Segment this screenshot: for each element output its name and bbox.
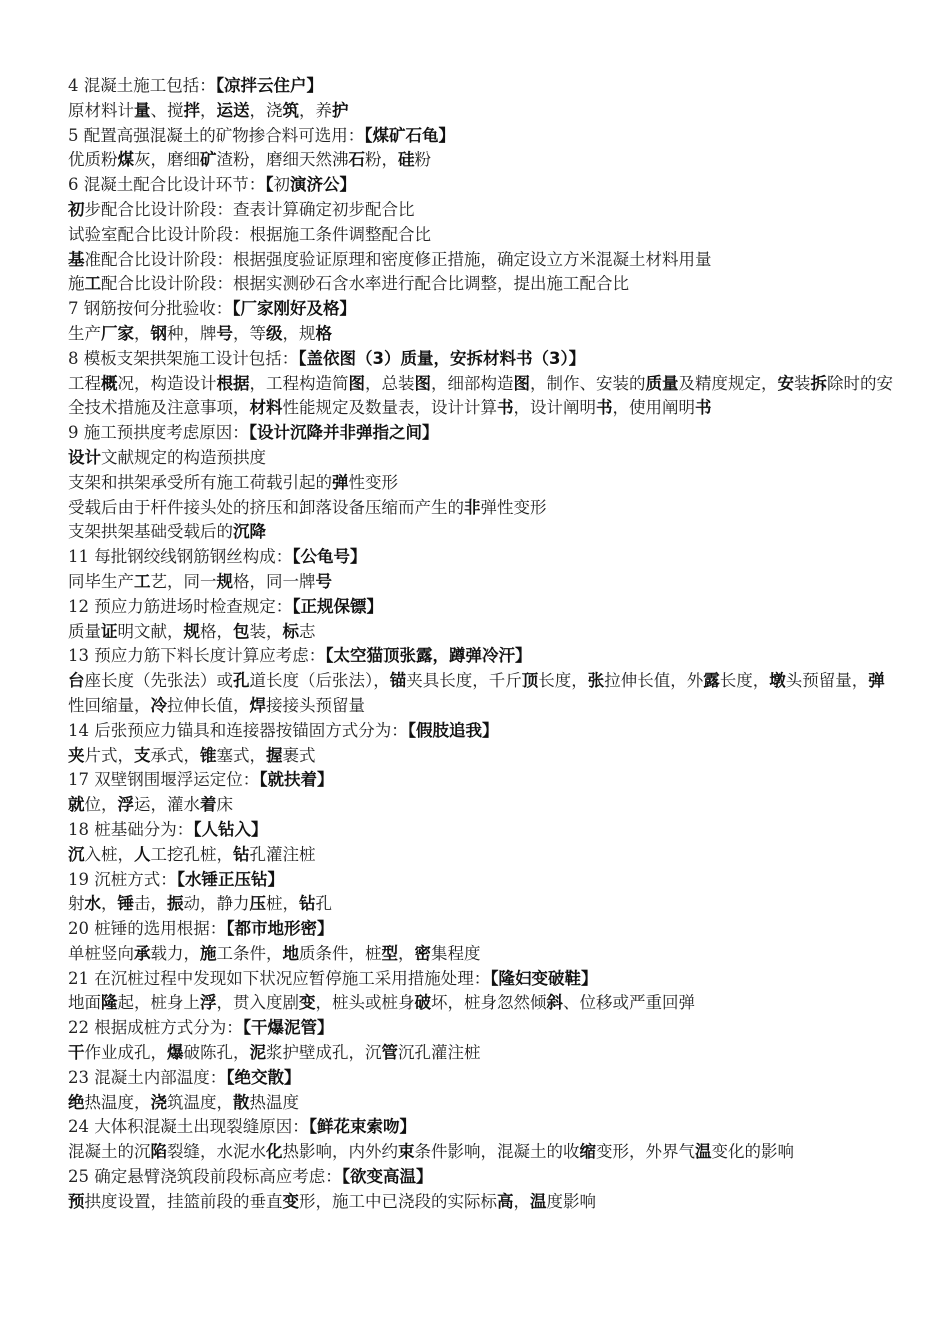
plain-text: 载力， bbox=[150, 943, 200, 963]
text-line bbox=[68, 322, 894, 347]
plain-text: 25 确定悬臂浇筑段前段标高应考虑： bbox=[68, 1167, 342, 1187]
bold-text: 高 bbox=[497, 1191, 514, 1211]
bold-text: 工 bbox=[84, 274, 101, 294]
plain-text: 质量 bbox=[68, 621, 101, 641]
text-line bbox=[68, 719, 894, 744]
text-line bbox=[68, 595, 894, 620]
plain-text: 长度， bbox=[538, 671, 588, 691]
bold-text: 根据 bbox=[216, 373, 250, 393]
bold-text: 变 bbox=[282, 1191, 299, 1211]
bold-text: 质量 bbox=[645, 373, 679, 393]
plain-text: 格，同一牌 bbox=[233, 571, 316, 591]
bold-text: 石 bbox=[348, 150, 365, 170]
bold-text: 缩 bbox=[579, 1142, 596, 1162]
bold-text: 化 bbox=[266, 1142, 283, 1162]
bold-text: 图 bbox=[348, 373, 365, 393]
text-line bbox=[68, 173, 894, 198]
plain-text: 及精度规定， bbox=[678, 373, 778, 393]
plain-text: 孔灌注桩 bbox=[249, 844, 316, 864]
plain-text: 工条件， bbox=[216, 943, 283, 963]
bold-text: 浮 bbox=[200, 993, 217, 1013]
plain-text: 、搅 bbox=[150, 100, 184, 120]
bold-text: 浇 bbox=[150, 1092, 167, 1112]
bold-text: 露 bbox=[703, 671, 720, 691]
plain-text: 拉伸长值，外 bbox=[604, 671, 704, 691]
text-line bbox=[68, 1091, 894, 1116]
bold-text: 隆 bbox=[101, 993, 118, 1013]
plain-text: 24 大体积混凝土出现裂缝原因： bbox=[68, 1117, 309, 1137]
text-line bbox=[68, 1041, 894, 1066]
plain-text: 地面 bbox=[68, 993, 101, 1013]
plain-text: 性变形 bbox=[348, 472, 398, 492]
plain-text: 单桩竖向 bbox=[68, 943, 134, 963]
bold-text: 护 bbox=[332, 100, 349, 120]
plain-text: ，贯入度剧 bbox=[216, 993, 299, 1013]
bold-text: 沉降 bbox=[233, 522, 266, 542]
text-line bbox=[68, 74, 894, 99]
bold-text: 标 bbox=[282, 621, 299, 641]
bold-text: 煤 bbox=[117, 150, 134, 170]
plain-text: ， bbox=[398, 943, 415, 963]
plain-text: 桩， bbox=[266, 894, 299, 914]
plain-text: 20 桩锤的选用根据： bbox=[68, 919, 227, 939]
bold-text: 顶 bbox=[521, 671, 539, 691]
plain-text: 浆护壁成孔，沉 bbox=[266, 1043, 382, 1063]
text-line bbox=[68, 868, 894, 893]
plain-text: 裹式 bbox=[282, 745, 316, 765]
plain-text: ，规 bbox=[282, 323, 316, 343]
plain-text: 热影响，内外约 bbox=[282, 1142, 398, 1162]
bold-text: 锚 bbox=[389, 671, 407, 691]
plain-text: 承式， bbox=[150, 745, 200, 765]
bold-text: 握 bbox=[266, 745, 283, 765]
bold-text: 泥 bbox=[249, 1043, 266, 1063]
plain-text: ，总装 bbox=[365, 373, 415, 393]
plain-text: 形，施工中已浇段的实际标 bbox=[299, 1191, 497, 1211]
plain-text: ，浇 bbox=[249, 100, 283, 120]
bold-text: 【绝交散】 bbox=[226, 1067, 301, 1087]
bold-text: 密 bbox=[414, 943, 431, 963]
plain-text: 长度， bbox=[719, 671, 770, 691]
plain-text: 4 混凝土施工包括： bbox=[68, 76, 216, 95]
bold-text: 焊 bbox=[249, 695, 266, 715]
plain-text: ， bbox=[101, 894, 118, 914]
bold-text: 厂家 bbox=[101, 323, 134, 343]
text-line bbox=[68, 1140, 894, 1165]
plain-text: 头预留量， bbox=[785, 671, 869, 691]
plain-text: ，工程构造简 bbox=[249, 373, 349, 393]
plain-text: 准配合比设计阶段：根据强度验证原理和密度修正措施，确定设立方米混凝土材料用量 bbox=[84, 249, 712, 269]
bold-text: 【盖依图（3）质量，安拆材料书（3）】 bbox=[298, 348, 586, 368]
plain-text: 支架和拱架承受所有施工荷载引起的 bbox=[68, 472, 332, 492]
plain-text: 粉 bbox=[414, 150, 431, 170]
bold-text: 号 bbox=[315, 571, 332, 591]
plain-text: 沉孔灌注桩 bbox=[398, 1043, 481, 1063]
bold-text: 书 bbox=[497, 398, 514, 418]
plain-text: 质条件，桩 bbox=[299, 943, 382, 963]
bold-text: 【厂家刚好及格】 bbox=[232, 299, 356, 319]
text-line bbox=[68, 471, 894, 496]
plain-text: 装 bbox=[794, 373, 811, 393]
bold-text: 【隆妇变破鞋】 bbox=[490, 968, 598, 988]
plain-text: 6 混凝土配合比设计环节： bbox=[68, 175, 266, 195]
plain-text: 集程度 bbox=[431, 943, 481, 963]
bold-text: 温 bbox=[530, 1191, 547, 1211]
plain-text: 混凝土的沉 bbox=[68, 1142, 151, 1162]
text-line bbox=[68, 744, 894, 769]
bold-text: 破 bbox=[414, 993, 431, 1013]
text-line bbox=[68, 620, 894, 645]
text-line bbox=[68, 942, 894, 967]
plain-text: 文献规定的构造预拱度 bbox=[101, 447, 266, 467]
plain-text: 5 配置高强混凝土的矿物掺合料可选用： bbox=[68, 125, 365, 145]
plain-text: 原材料计 bbox=[68, 100, 134, 120]
bold-text: 量 bbox=[134, 100, 151, 120]
text-line bbox=[68, 570, 894, 595]
plain-text: 11 每批钢绞线钢筋钢丝构成： bbox=[68, 547, 293, 567]
bold-text: 陷 bbox=[150, 1142, 167, 1162]
text-line bbox=[68, 917, 894, 942]
text-line bbox=[68, 124, 894, 149]
plain-text: ，设计阐明 bbox=[513, 398, 596, 418]
plain-text: 工挖孔桩， bbox=[150, 844, 233, 864]
plain-text: 孔 bbox=[315, 894, 332, 914]
plain-text: 射 bbox=[68, 894, 85, 914]
plain-text: 装， bbox=[249, 621, 283, 641]
text-line bbox=[68, 99, 894, 124]
plain-text: 明文献， bbox=[117, 621, 184, 641]
plain-text: 运，灌水 bbox=[134, 795, 200, 815]
text-line bbox=[68, 892, 894, 917]
plain-text: 道长度（后张法）， bbox=[249, 671, 390, 691]
bold-text: 预 bbox=[68, 1191, 85, 1211]
plain-text: 渣粉，磨细天然沸 bbox=[216, 150, 349, 170]
plain-text: 志 bbox=[299, 621, 316, 641]
plain-text: 9 施工预拱度考虑原因： bbox=[68, 423, 249, 443]
plain-text: 艺，同一 bbox=[150, 571, 217, 591]
bold-text: 钻 bbox=[299, 894, 316, 914]
bold-text: 夹 bbox=[68, 745, 85, 765]
text-line bbox=[68, 545, 894, 570]
bold-text: 【公龟号】 bbox=[292, 547, 367, 567]
plain-text: 灰，磨细 bbox=[134, 150, 200, 170]
bold-text: 初 bbox=[68, 199, 85, 219]
text-line bbox=[68, 1165, 894, 1190]
plain-text: ，等 bbox=[233, 323, 266, 343]
bold-text: 钢 bbox=[150, 323, 167, 343]
bold-text: 张 bbox=[587, 671, 605, 691]
bold-text: 支 bbox=[134, 745, 151, 765]
bold-text: 【假肢追我】 bbox=[407, 720, 499, 740]
plain-text: 条件影响，混凝土的收 bbox=[414, 1142, 580, 1162]
plain-text: 优质粉 bbox=[68, 150, 118, 170]
bold-text: 规 bbox=[183, 621, 200, 641]
plain-text: 同毕生产 bbox=[68, 571, 134, 591]
plain-text: 破陈孔， bbox=[183, 1043, 250, 1063]
bold-text: 级 bbox=[266, 323, 283, 343]
bold-text: 基 bbox=[68, 249, 85, 269]
text-line bbox=[68, 248, 894, 273]
bold-text: 地 bbox=[282, 943, 299, 963]
bold-text: 【凉拌云住户】 bbox=[215, 76, 323, 95]
plain-text: 初 bbox=[273, 175, 290, 195]
bold-text: 管 bbox=[381, 1043, 398, 1063]
bold-text: 【欲变高温】 bbox=[341, 1167, 433, 1187]
plain-text: 施 bbox=[68, 274, 85, 294]
plain-text: 热温度， bbox=[84, 1092, 151, 1112]
plain-text: 性回缩量， bbox=[68, 695, 151, 715]
bold-text: 筑 bbox=[282, 100, 299, 120]
bold-text: 束 bbox=[398, 1142, 415, 1162]
text-line bbox=[68, 520, 894, 545]
plain-text: ，桩头或桩身 bbox=[315, 993, 415, 1013]
bold-text: 【人钻入】 bbox=[193, 819, 268, 839]
plain-text: ， bbox=[134, 323, 151, 343]
plain-text: 步配合比设计阶段：查表计算确定初步配合比 bbox=[84, 199, 415, 219]
bold-text: 设计 bbox=[68, 447, 101, 467]
plain-text: 粉， bbox=[365, 150, 398, 170]
plain-text: 21 在沉桩过程中发现如下状况应暂停施工采用措施处理： bbox=[68, 968, 491, 988]
bold-text: 【就扶着】 bbox=[259, 770, 334, 790]
bold-text: 振 bbox=[167, 894, 184, 914]
text-line bbox=[68, 644, 894, 669]
plain-text: 试验室配合比设计阶段：根据施工条件调整配合比 bbox=[68, 224, 431, 244]
bold-text: 施 bbox=[200, 943, 217, 963]
bold-text: 干 bbox=[68, 1043, 85, 1063]
bold-text: 书 bbox=[596, 398, 613, 418]
bold-text: 温 bbox=[695, 1142, 712, 1162]
bold-text: 锥 bbox=[200, 745, 217, 765]
plain-text: 片式， bbox=[84, 745, 134, 765]
text-line bbox=[68, 446, 894, 471]
bold-text: 【设计沉降并非弹指之间】 bbox=[248, 423, 439, 443]
text-line bbox=[68, 347, 894, 372]
plain-text: 热温度 bbox=[249, 1092, 299, 1112]
plain-text: ，制作、安装的 bbox=[530, 373, 646, 393]
plain-text: 种，牌 bbox=[167, 323, 217, 343]
text-line bbox=[68, 223, 894, 248]
plain-text: 17 双壁钢围堰浮运定位： bbox=[68, 770, 260, 790]
bold-text: 墩 bbox=[769, 671, 786, 691]
document-body bbox=[68, 74, 894, 1215]
bold-text: 矿 bbox=[200, 150, 217, 170]
bold-text: 【鲜花束索吻】 bbox=[308, 1117, 416, 1137]
plain-text: 入桩， bbox=[84, 844, 134, 864]
bold-text: 硅 bbox=[398, 150, 415, 170]
bold-text: 工 bbox=[134, 571, 151, 591]
bold-text: 材料 bbox=[249, 398, 283, 418]
plain-text: 裂缝，水泥水 bbox=[167, 1142, 266, 1162]
bold-text: 运送 bbox=[216, 100, 250, 120]
text-line bbox=[68, 1016, 894, 1041]
text-line bbox=[68, 669, 894, 719]
text-line bbox=[68, 818, 894, 843]
bold-text: 浮 bbox=[117, 795, 134, 815]
bold-text: 概 bbox=[101, 373, 118, 393]
plain-text: 况，构造设计 bbox=[117, 373, 217, 393]
plain-text: 工程 bbox=[68, 373, 101, 393]
bold-text: 【都市地形密】 bbox=[226, 919, 334, 939]
plain-text: 配合比设计阶段：根据实测砂石含水率进行配合比调整，提出施工配合比 bbox=[101, 274, 629, 294]
plain-text: 度影响 bbox=[546, 1191, 596, 1211]
text-line bbox=[68, 768, 894, 793]
bold-text: 变 bbox=[299, 993, 316, 1013]
plain-text: 弹性变形 bbox=[480, 497, 547, 517]
bold-text: 证 bbox=[101, 621, 118, 641]
plain-text: 14 后张预应力锚具和连接器按锚固方式分为： bbox=[68, 720, 408, 740]
bold-text: 格 bbox=[315, 323, 332, 343]
bold-text: 演济公】 bbox=[290, 175, 356, 195]
plain-text: ， bbox=[513, 1191, 530, 1211]
bold-text: 着 bbox=[200, 795, 217, 815]
plain-text: 接接头预留量 bbox=[266, 695, 365, 715]
bold-text: 非 bbox=[464, 497, 481, 517]
text-line bbox=[68, 421, 894, 446]
plain-text: ， bbox=[200, 100, 217, 120]
plain-text: 支架拱架基础受载后的 bbox=[68, 522, 233, 542]
text-line bbox=[68, 272, 894, 297]
plain-text: 生产 bbox=[68, 323, 101, 343]
plain-text: 、位移或严重回弹 bbox=[563, 993, 695, 1013]
bold-text: 拌 bbox=[183, 100, 200, 120]
plain-text: 23 混凝土内部温度： bbox=[68, 1067, 227, 1087]
bold-text: 锤 bbox=[117, 894, 134, 914]
plain-text: 动，静力 bbox=[183, 894, 250, 914]
plain-text: 筑温度， bbox=[167, 1092, 233, 1112]
plain-text: 位， bbox=[84, 795, 118, 815]
plain-text: 夹具长度，千斤 bbox=[406, 671, 522, 691]
bold-text: 沉 bbox=[68, 844, 85, 864]
bold-text: 冷 bbox=[150, 695, 167, 715]
plain-text: 12 预应力筋进场时检查规定： bbox=[68, 596, 293, 616]
bold-text: 号 bbox=[216, 323, 233, 343]
plain-text: 击， bbox=[134, 894, 167, 914]
plain-text: ，使用阐明 bbox=[612, 398, 695, 418]
plain-text: ，细部构造 bbox=[431, 373, 514, 393]
bold-text: 【 bbox=[265, 175, 274, 195]
bold-text: 书 bbox=[695, 398, 712, 418]
plain-text: 受载后由于杆件接头处的挤压和卸落设备压缩而产生的 bbox=[68, 497, 464, 517]
bold-text: 型 bbox=[381, 943, 398, 963]
plain-text: 格， bbox=[200, 621, 233, 641]
plain-text: 床 bbox=[216, 795, 233, 815]
text-line bbox=[68, 1066, 894, 1091]
text-line bbox=[68, 372, 894, 422]
text-line bbox=[68, 1115, 894, 1140]
plain-text: 22 根据成桩方式分为： bbox=[68, 1018, 243, 1038]
bold-text: 孔 bbox=[233, 671, 250, 691]
plain-text: 变化的影响 bbox=[711, 1142, 794, 1162]
bold-text: 弹 bbox=[332, 472, 349, 492]
plain-text: 变形，外界气 bbox=[596, 1142, 695, 1162]
plain-text: 13 预应力筋下料长度计算应考虑： bbox=[68, 646, 326, 666]
plain-text: 座长度（先张法）或 bbox=[84, 671, 233, 691]
bold-text: 钻 bbox=[233, 844, 250, 864]
text-line bbox=[68, 967, 894, 992]
plain-text: 除时的安全技术措施及注意事项， bbox=[68, 373, 893, 418]
bold-text: 安 bbox=[777, 373, 794, 393]
text-line bbox=[68, 198, 894, 223]
bold-text: 散 bbox=[233, 1092, 250, 1112]
plain-text: 起，桩身上 bbox=[117, 993, 200, 1013]
text-line bbox=[68, 991, 894, 1016]
plain-text: ，养 bbox=[299, 100, 332, 120]
plain-text: 塞式， bbox=[216, 745, 266, 765]
bold-text: 弹 bbox=[868, 671, 885, 691]
text-line bbox=[68, 297, 894, 322]
plain-text: 19 沉桩方式： bbox=[68, 869, 177, 889]
plain-text: 性能规定及数量表，设计计算 bbox=[282, 398, 497, 418]
bold-text: 【正规保镖】 bbox=[292, 596, 383, 616]
bold-text: 绝 bbox=[68, 1092, 85, 1112]
plain-text: 坏，桩身忽然倾 bbox=[431, 993, 547, 1013]
bold-text: 【干爆泥管】 bbox=[242, 1018, 334, 1038]
bold-text: 包 bbox=[233, 621, 250, 641]
plain-text: 8 模板支架拱架施工设计包括： bbox=[68, 348, 299, 368]
text-line bbox=[68, 148, 894, 173]
bold-text: 图 bbox=[414, 373, 431, 393]
bold-text: 斜 bbox=[546, 993, 563, 1013]
bold-text: 承 bbox=[134, 943, 151, 963]
bold-text: 图 bbox=[513, 373, 530, 393]
bold-text: 【煤矿石龟】 bbox=[364, 125, 455, 145]
bold-text: 水 bbox=[84, 894, 101, 914]
plain-text: 7 钢筋按何分批验收： bbox=[68, 299, 233, 319]
text-line bbox=[68, 496, 894, 521]
plain-text: 拱度设置，挂篮前段的垂直 bbox=[84, 1191, 283, 1211]
bold-text: 拆 bbox=[810, 373, 827, 393]
bold-text: 就 bbox=[68, 795, 85, 815]
bold-text: 【水锤正压钻】 bbox=[176, 869, 284, 889]
bold-text: 压 bbox=[249, 894, 266, 914]
bold-text: 台 bbox=[68, 671, 85, 691]
plain-text: 作业成孔， bbox=[84, 1043, 167, 1063]
bold-text: 爆 bbox=[167, 1043, 184, 1063]
bold-text: 规 bbox=[216, 571, 233, 591]
text-line bbox=[68, 843, 894, 868]
plain-text: 18 桩基础分为： bbox=[68, 819, 194, 839]
bold-text: 人 bbox=[134, 844, 151, 864]
bold-text: 【太空猫顶张露，蹲弹冷汗】 bbox=[325, 646, 532, 666]
text-line bbox=[68, 793, 894, 818]
plain-text: 拉伸长值， bbox=[167, 695, 250, 715]
text-line bbox=[68, 1190, 894, 1215]
